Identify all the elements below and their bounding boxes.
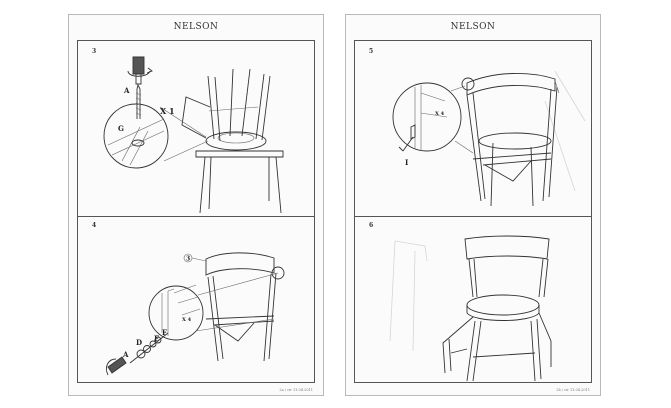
svg-text:D: D [136,338,143,347]
instruction-frame [354,40,592,383]
step-4-drawing [106,253,284,375]
svg-text:E: E [154,334,160,343]
svg-text:I: I [405,158,409,167]
svg-text:A: A [123,350,129,359]
step-number: 6 [369,222,374,229]
step-number: 4 [92,222,97,229]
background-watermark [390,71,585,351]
svg-text:G: G [118,124,124,133]
page-footer: 2b / cir 11.04.2011 [556,388,590,392]
svg-text:3: 3 [186,255,191,263]
manual-page-right [345,14,601,396]
page-title: NELSON [450,22,496,32]
step-number: 3 [92,48,97,55]
step-number: 5 [369,48,374,55]
assembly-illustration [355,41,593,384]
page-footer: 2a / cir 11.04.2011 [279,388,313,392]
step-6-drawing [443,236,551,381]
svg-text:X 1: X 1 [160,106,175,116]
svg-text:X 4: X 4 [182,317,192,323]
instruction-frame [77,40,315,383]
assembly-illustration [78,41,316,384]
page-title: NELSON [173,22,219,32]
svg-text:A: A [124,86,130,95]
svg-text:F: F [162,328,167,337]
step-3-drawing [104,57,283,213]
step-5-drawing [393,73,559,206]
manual-page-left [68,14,324,396]
svg-text:X 4: X 4 [435,111,445,117]
